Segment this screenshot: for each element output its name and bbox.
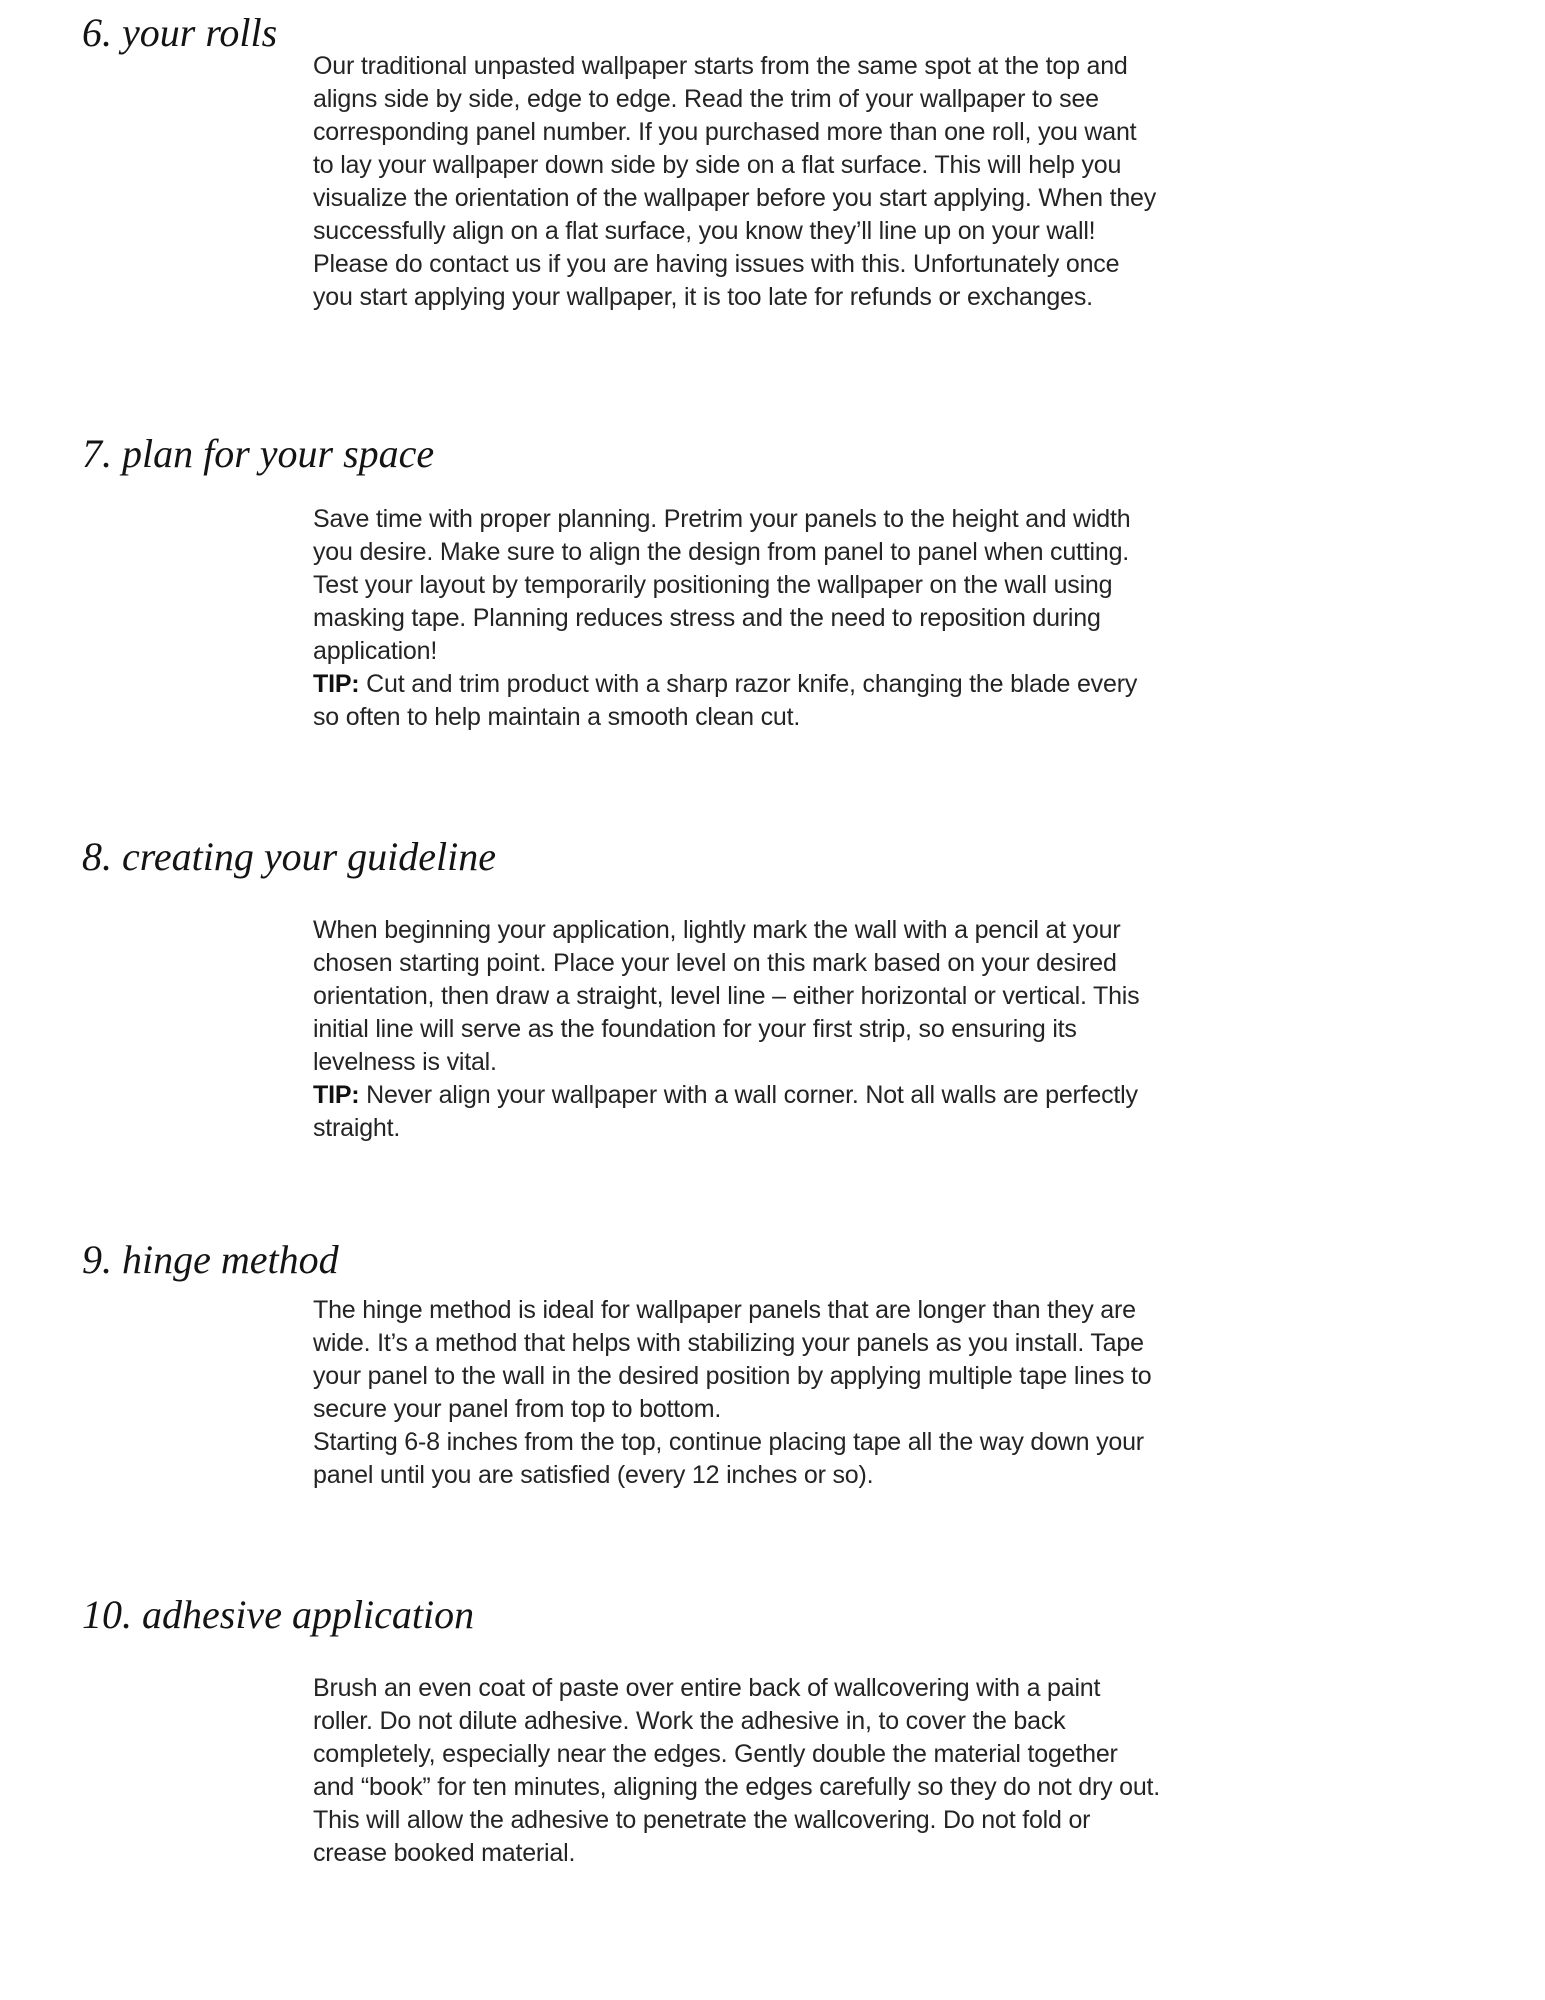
tip-paragraph [313, 668, 1161, 734]
instruction-section [82, 1592, 1505, 1870]
section-body [313, 503, 1161, 734]
tip-paragraph [313, 1079, 1161, 1145]
instruction-section [82, 1237, 1505, 1492]
body-paragraph: The hinge method is ideal for wallpaper panels that are longer than they are wide. It’s a method that helps with stabilizing your panels as you install. Tape your panel to the wall in the desired position by applying multiple tape lines to secure your panel from top to bottom. [313, 1296, 1152, 1423]
instruction-section [82, 431, 1505, 734]
body-paragraph: Brush an even coat of paste over entire back of wallcovering with a paint roller. Do not dilute adhesive. Work the adhesive in, to cover the back completely, especially near the edges. Gently double the material together and “book” for ten minutes, aligning the edges carefully so they do not dry out. This will allow the adhesive to penetrate the wallcovering. Do not fold or crease booked material. [313, 1674, 1161, 1867]
tip-text: Never align your wallpaper with a wall corner. Not all walls are perfectly straight. [313, 1081, 1138, 1142]
body-paragraph: Our traditional unpasted wallpaper starts from the same spot at the top and aligns side by side, edge to edge. Read the trim of your wallpaper to see corresponding panel number. If you purchased more than one roll, you want to lay your wallpaper down side by side on a flat surface. This will help you visualize the orientation of the wallpaper before you start applying. When they successfully align on a flat surface, you know they’ll line up on your wall! Please do contact us if you are having issues with this. Unfortunately once you start applying your wallpaper, it is too late for refunds or exchanges. [313, 52, 1157, 311]
section-heading: 7. plan for your space [82, 431, 435, 476]
instruction-section [82, 834, 1505, 1145]
section-body [313, 1294, 1161, 1492]
section-body [313, 50, 1161, 314]
body-paragraph: When beginning your application, lightly mark the wall with a pencil at your chosen starting point. Place your level on this mark based on your desired orientation, then draw a straight, level line – either horizontal or vertical. This initial line will serve as the foundation for your first strip, so ensuring its levelness is vital. [313, 916, 1140, 1076]
body-paragraph: Starting 6-8 inches from the top, continue placing tape all the way down your panel until you are satisfied (every 12 inches or so). [313, 1428, 1144, 1489]
section-heading: 9. hinge method [82, 1237, 339, 1282]
tip-label: TIP: [313, 670, 360, 698]
section-heading: 10. adhesive application [82, 1592, 475, 1637]
tip-text: Cut and trim product with a sharp razor knife, changing the blade every so often to help maintain a smooth clean cut. [313, 670, 1138, 731]
instruction-section [82, 10, 1505, 314]
sections-container [82, 10, 1505, 1870]
section-heading: 6. your rolls [82, 10, 278, 55]
section-body [313, 914, 1161, 1145]
body-paragraph: Save time with proper planning. Pretrim your panels to the height and width you desire. Make sure to align the design from panel to panel when cutting. Test your layout by temporarily positioning the wallpaper on the wall using masking tape. Planning reduces stress and the need to reposition during application! [313, 505, 1131, 665]
section-body [313, 1672, 1161, 1870]
tip-label: TIP: [313, 1081, 360, 1109]
section-heading: 8. creating your guideline [82, 834, 496, 879]
